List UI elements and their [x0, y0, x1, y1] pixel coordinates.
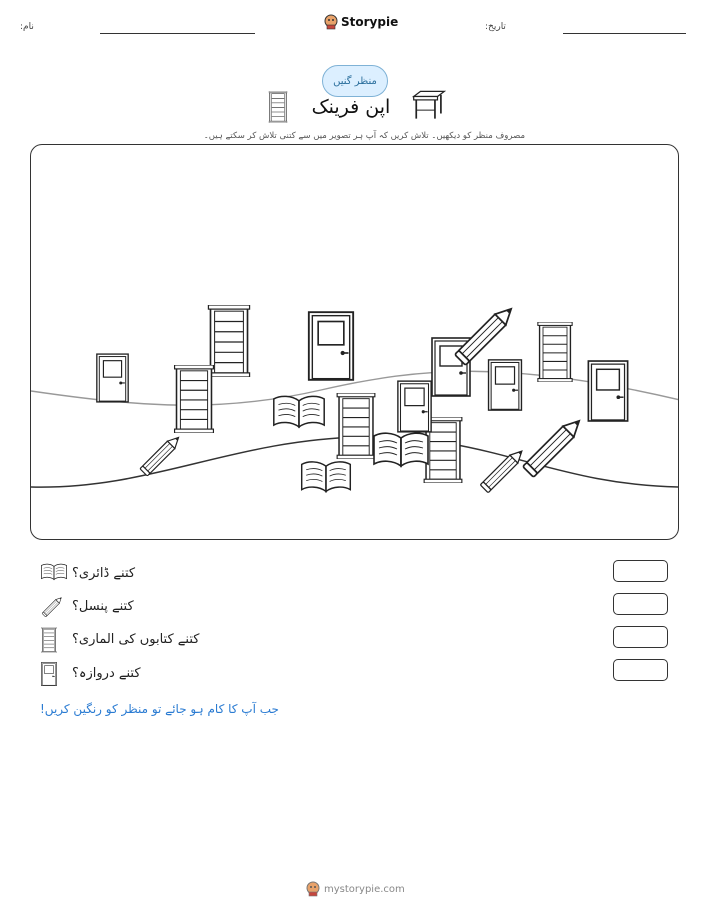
- storypie-mascot-icon: [306, 881, 320, 897]
- brand-logo: [324, 14, 398, 30]
- question-pencil: کتنے پنسل؟: [72, 599, 134, 614]
- name-label: نام:: [20, 22, 34, 32]
- date-field-line[interactable]: [563, 33, 686, 34]
- question-bookshelf: کتنے کتابوں کی الماری؟: [72, 632, 200, 647]
- footer-site-link[interactable]: mystorypie.com: [324, 883, 405, 895]
- bookshelf-item: [208, 305, 249, 377]
- bookshelf-icon: [268, 91, 288, 123]
- answer-box-pencil[interactable]: [613, 593, 668, 615]
- door-item: [97, 354, 128, 402]
- pencil-icon: [40, 593, 66, 619]
- answer-box-diary[interactable]: [613, 560, 668, 582]
- answer-box-bookshelf[interactable]: [613, 626, 668, 648]
- stool-icon: [412, 89, 446, 121]
- door-item: [489, 360, 522, 410]
- diary-item: [374, 433, 428, 466]
- diary-item: [302, 462, 351, 492]
- pencil-item: [455, 303, 517, 365]
- diary-item: [274, 396, 324, 427]
- name-field-line[interactable]: [100, 33, 255, 34]
- bookshelf-item: [538, 322, 572, 382]
- brand-name: Storypie: [341, 15, 399, 29]
- busy-scene: [31, 145, 679, 540]
- date-label: تاریخ:: [485, 22, 506, 32]
- bookshelf-icon: [41, 627, 57, 653]
- question-door: کتنے دروازہ؟: [72, 666, 141, 681]
- instructions-text: مصروف منظر کو دیکھیں۔ تلاش کریں کہ آپ ہر تصویر میں سے کتنی تلاش کر سکتے ہیں۔: [203, 131, 525, 141]
- book-icon: [40, 562, 68, 582]
- footer-site: [306, 881, 405, 897]
- section-badge: منظر گنیں: [322, 65, 388, 97]
- bookshelf-item: [175, 365, 214, 433]
- closing-note: جب آپ کا کام ہو جائے تو منظر کو رنگین کریں!: [40, 702, 279, 716]
- storypie-mascot-icon: [324, 14, 338, 30]
- pencil-item: [140, 434, 182, 476]
- door-item: [588, 361, 627, 421]
- door-item: [398, 381, 431, 432]
- scene-panel: [30, 144, 679, 540]
- door-icon: [41, 662, 57, 686]
- bookshelf-item: [337, 393, 375, 459]
- pencil-item: [480, 447, 526, 493]
- door-item: [309, 312, 353, 380]
- answer-box-door[interactable]: [613, 659, 668, 681]
- question-diary: کتنے ڈائری؟: [72, 566, 136, 581]
- page-title: اپن فرینک: [311, 96, 391, 118]
